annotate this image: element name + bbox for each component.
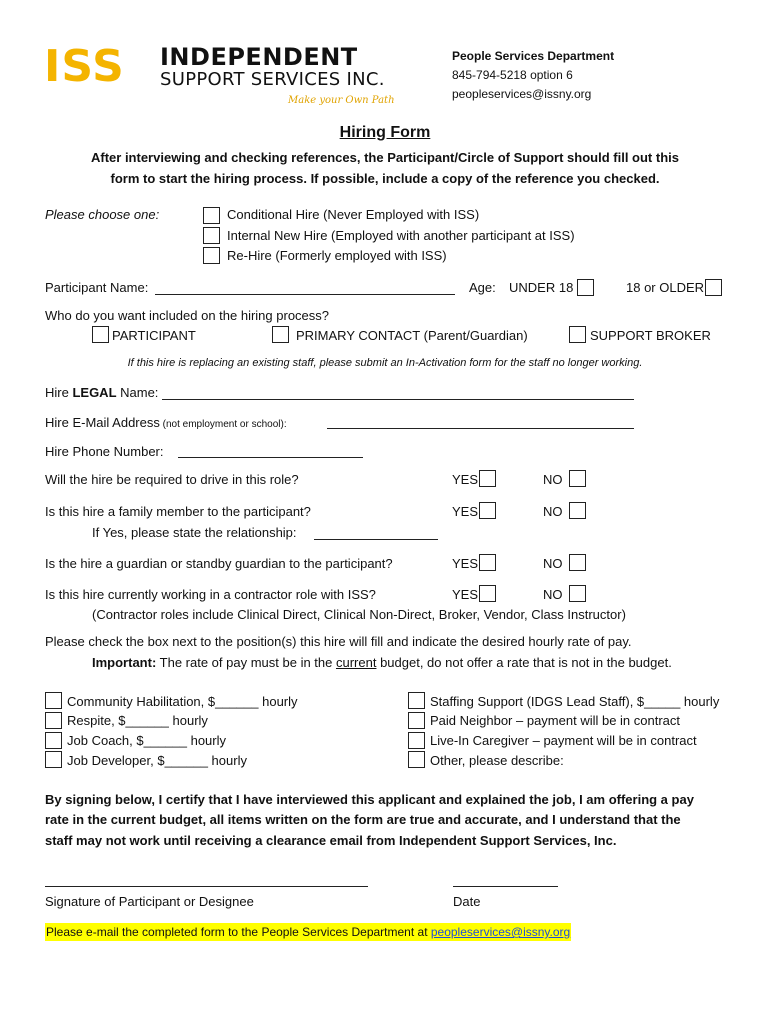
- question-family: Is this hire a family member to the participant?: [45, 504, 311, 519]
- hire-email-field[interactable]: [327, 428, 634, 429]
- signature-label: Signature of Participant or Designee: [45, 894, 254, 909]
- signature-field[interactable]: [45, 886, 368, 887]
- position-job-coach: Job Coach, $______ hourly: [67, 733, 227, 748]
- guardian-yes-label: YES: [452, 556, 479, 571]
- date-field[interactable]: [453, 886, 558, 887]
- footer-text: Please e-mail the completed form to the People Services Department at: [46, 925, 431, 939]
- checkbox-contractor-no[interactable]: [569, 585, 586, 602]
- checkbox-job-coach[interactable]: [45, 732, 62, 749]
- participant-name-label: Participant Name:: [45, 280, 149, 295]
- drive-no-label: NO: [543, 472, 563, 487]
- footer-instruction: [45, 923, 571, 941]
- age-label: Age:: [469, 280, 496, 295]
- hire-legal-name-post: Name:: [116, 385, 159, 400]
- replacing-staff-note: If this hire is replacing an existing staff, please submit an In-Activation form for the staff no longer working.: [127, 357, 643, 369]
- hire-legal-name-field[interactable]: [162, 399, 634, 400]
- family-yes-label: YES: [452, 504, 479, 519]
- date-label: Date: [453, 894, 481, 909]
- participant-name-field[interactable]: [155, 294, 455, 295]
- question-guardian: Is the hire a guardian or standby guardian to the participant?: [45, 556, 393, 571]
- logo-subtitle: SUPPORT SERVICES INC.: [160, 69, 385, 90]
- contractor-no-label: NO: [543, 587, 563, 602]
- checkbox-contractor-yes[interactable]: [479, 585, 496, 602]
- important-label: Important:: [92, 655, 157, 670]
- age-18-or-older-label: 18 or OLDER: [626, 280, 705, 295]
- logo-title: INDEPENDENT: [160, 43, 358, 71]
- hire-phone-label: Hire Phone Number:: [45, 444, 164, 459]
- important-text-post: budget, do not offer a rate that is not in the budget.: [376, 655, 672, 670]
- important-note: [92, 655, 672, 671]
- checkbox-age-18-or-older[interactable]: [705, 279, 722, 296]
- certify-line-1: By signing below, I certify that I have interviewed this applicant and explained the job, I am offering a pay: [45, 792, 694, 807]
- checkbox-other[interactable]: [408, 751, 425, 768]
- option-participant: PARTICIPANT: [112, 328, 196, 343]
- position-instruction: Please check the box next to the position(s) this hire will fill and indicate the desired hourly rate of pay.: [45, 634, 632, 649]
- intro-line-2: form to start the hiring process. If possible, include a copy of the reference you checked.: [110, 171, 660, 186]
- family-relationship-field[interactable]: [314, 539, 438, 540]
- hire-legal-name-bold: LEGAL: [72, 385, 117, 400]
- hire-email-label: [45, 415, 287, 433]
- position-staffing-support: Staffing Support (IDGS Lead Staff), $_____ hourly: [430, 694, 720, 709]
- question-contractor: Is this hire currently working in a contractor role with ISS?: [45, 587, 376, 602]
- department-email: peopleservices@issny.org: [452, 87, 592, 101]
- checkbox-age-under-18[interactable]: [577, 279, 594, 296]
- checkbox-respite[interactable]: [45, 712, 62, 729]
- position-job-developer: Job Developer, $______ hourly: [67, 753, 247, 768]
- hire-email-label-text: Hire E-Mail Address: [45, 415, 160, 430]
- checkbox-support-broker[interactable]: [569, 326, 586, 343]
- option-support-broker: SUPPORT BROKER: [590, 328, 711, 343]
- checkbox-primary-contact[interactable]: [272, 326, 289, 343]
- important-text-pre: The rate of pay must be in the: [156, 655, 336, 670]
- certify-line-2: rate in the current budget, all items written on the form are true and accurate, and I understand that the: [45, 812, 681, 827]
- option-internal-new-hire: Internal New Hire (Employed with another participant at ISS): [227, 228, 575, 243]
- intro-line-1: After interviewing and checking references, the Participant/Circle of Support should fill out this: [91, 150, 679, 165]
- checkbox-conditional-hire[interactable]: [203, 207, 220, 224]
- checkbox-family-no[interactable]: [569, 502, 586, 519]
- option-primary-contact: PRIMARY CONTACT (Parent/Guardian): [296, 328, 528, 343]
- contractor-roles-note: (Contractor roles include Clinical Direct, Clinical Non-Direct, Broker, Vendor, Class Instructor): [92, 607, 626, 622]
- checkbox-live-in-caregiver[interactable]: [408, 732, 425, 749]
- footer-email-link[interactable]: peopleservices@issny.org: [430, 925, 571, 939]
- contractor-yes-label: YES: [452, 587, 479, 602]
- age-under-18-label: UNDER 18: [509, 280, 574, 295]
- checkbox-staffing-support[interactable]: [408, 692, 425, 709]
- question-drive: Will the hire be required to drive in this role?: [45, 472, 299, 487]
- department-name: People Services Department: [452, 49, 615, 63]
- hire-phone-field[interactable]: [178, 457, 363, 458]
- drive-yes-label: YES: [452, 472, 479, 487]
- position-respite: Respite, $______ hourly: [67, 713, 208, 728]
- checkbox-guardian-no[interactable]: [569, 554, 586, 571]
- department-phone: 845-794-5218 option 6: [452, 68, 573, 82]
- checkbox-paid-neighbor[interactable]: [408, 712, 425, 729]
- position-other: Other, please describe:: [430, 753, 564, 768]
- checkbox-drive-yes[interactable]: [479, 470, 496, 487]
- checkbox-job-developer[interactable]: [45, 751, 62, 768]
- family-no-label: NO: [543, 504, 563, 519]
- checkbox-re-hire[interactable]: [203, 247, 220, 264]
- include-question: Who do you want included on the hiring process?: [45, 308, 330, 323]
- checkbox-family-yes[interactable]: [479, 502, 496, 519]
- checkbox-internal-new-hire[interactable]: [203, 227, 220, 244]
- checkbox-guardian-yes[interactable]: [479, 554, 496, 571]
- important-text-current: current: [335, 655, 377, 670]
- choose-one-label: Please choose one:: [45, 207, 160, 222]
- position-community-habilitation: Community Habilitation, $______ hourly: [67, 694, 298, 709]
- hire-legal-name-label: [45, 385, 158, 401]
- logo-iss-letters: ISS: [44, 41, 125, 92]
- guardian-no-label: NO: [543, 556, 563, 571]
- checkbox-community-habilitation[interactable]: [45, 692, 62, 709]
- position-paid-neighbor: Paid Neighbor – payment will be in contract: [430, 713, 681, 728]
- checkbox-participant[interactable]: [92, 326, 109, 343]
- hire-legal-name-pre: Hire: [45, 385, 73, 400]
- position-live-in-caregiver: Live-In Caregiver – payment will be in contract: [430, 733, 697, 748]
- family-relationship-label: If Yes, please state the relationship:: [92, 525, 297, 540]
- certify-line-3: staff may not work until receiving a clearance email from Independent Support Services, Inc.: [45, 833, 617, 848]
- page-title: Hiring Form: [339, 124, 431, 141]
- hire-email-note: (not employment or school):: [159, 419, 287, 430]
- checkbox-drive-no[interactable]: [569, 470, 586, 487]
- option-re-hire: Re-Hire (Formerly employed with ISS): [227, 248, 447, 263]
- option-conditional-hire: Conditional Hire (Never Employed with ISS): [227, 207, 480, 222]
- logo-tagline: Make your Own Path: [288, 95, 395, 106]
